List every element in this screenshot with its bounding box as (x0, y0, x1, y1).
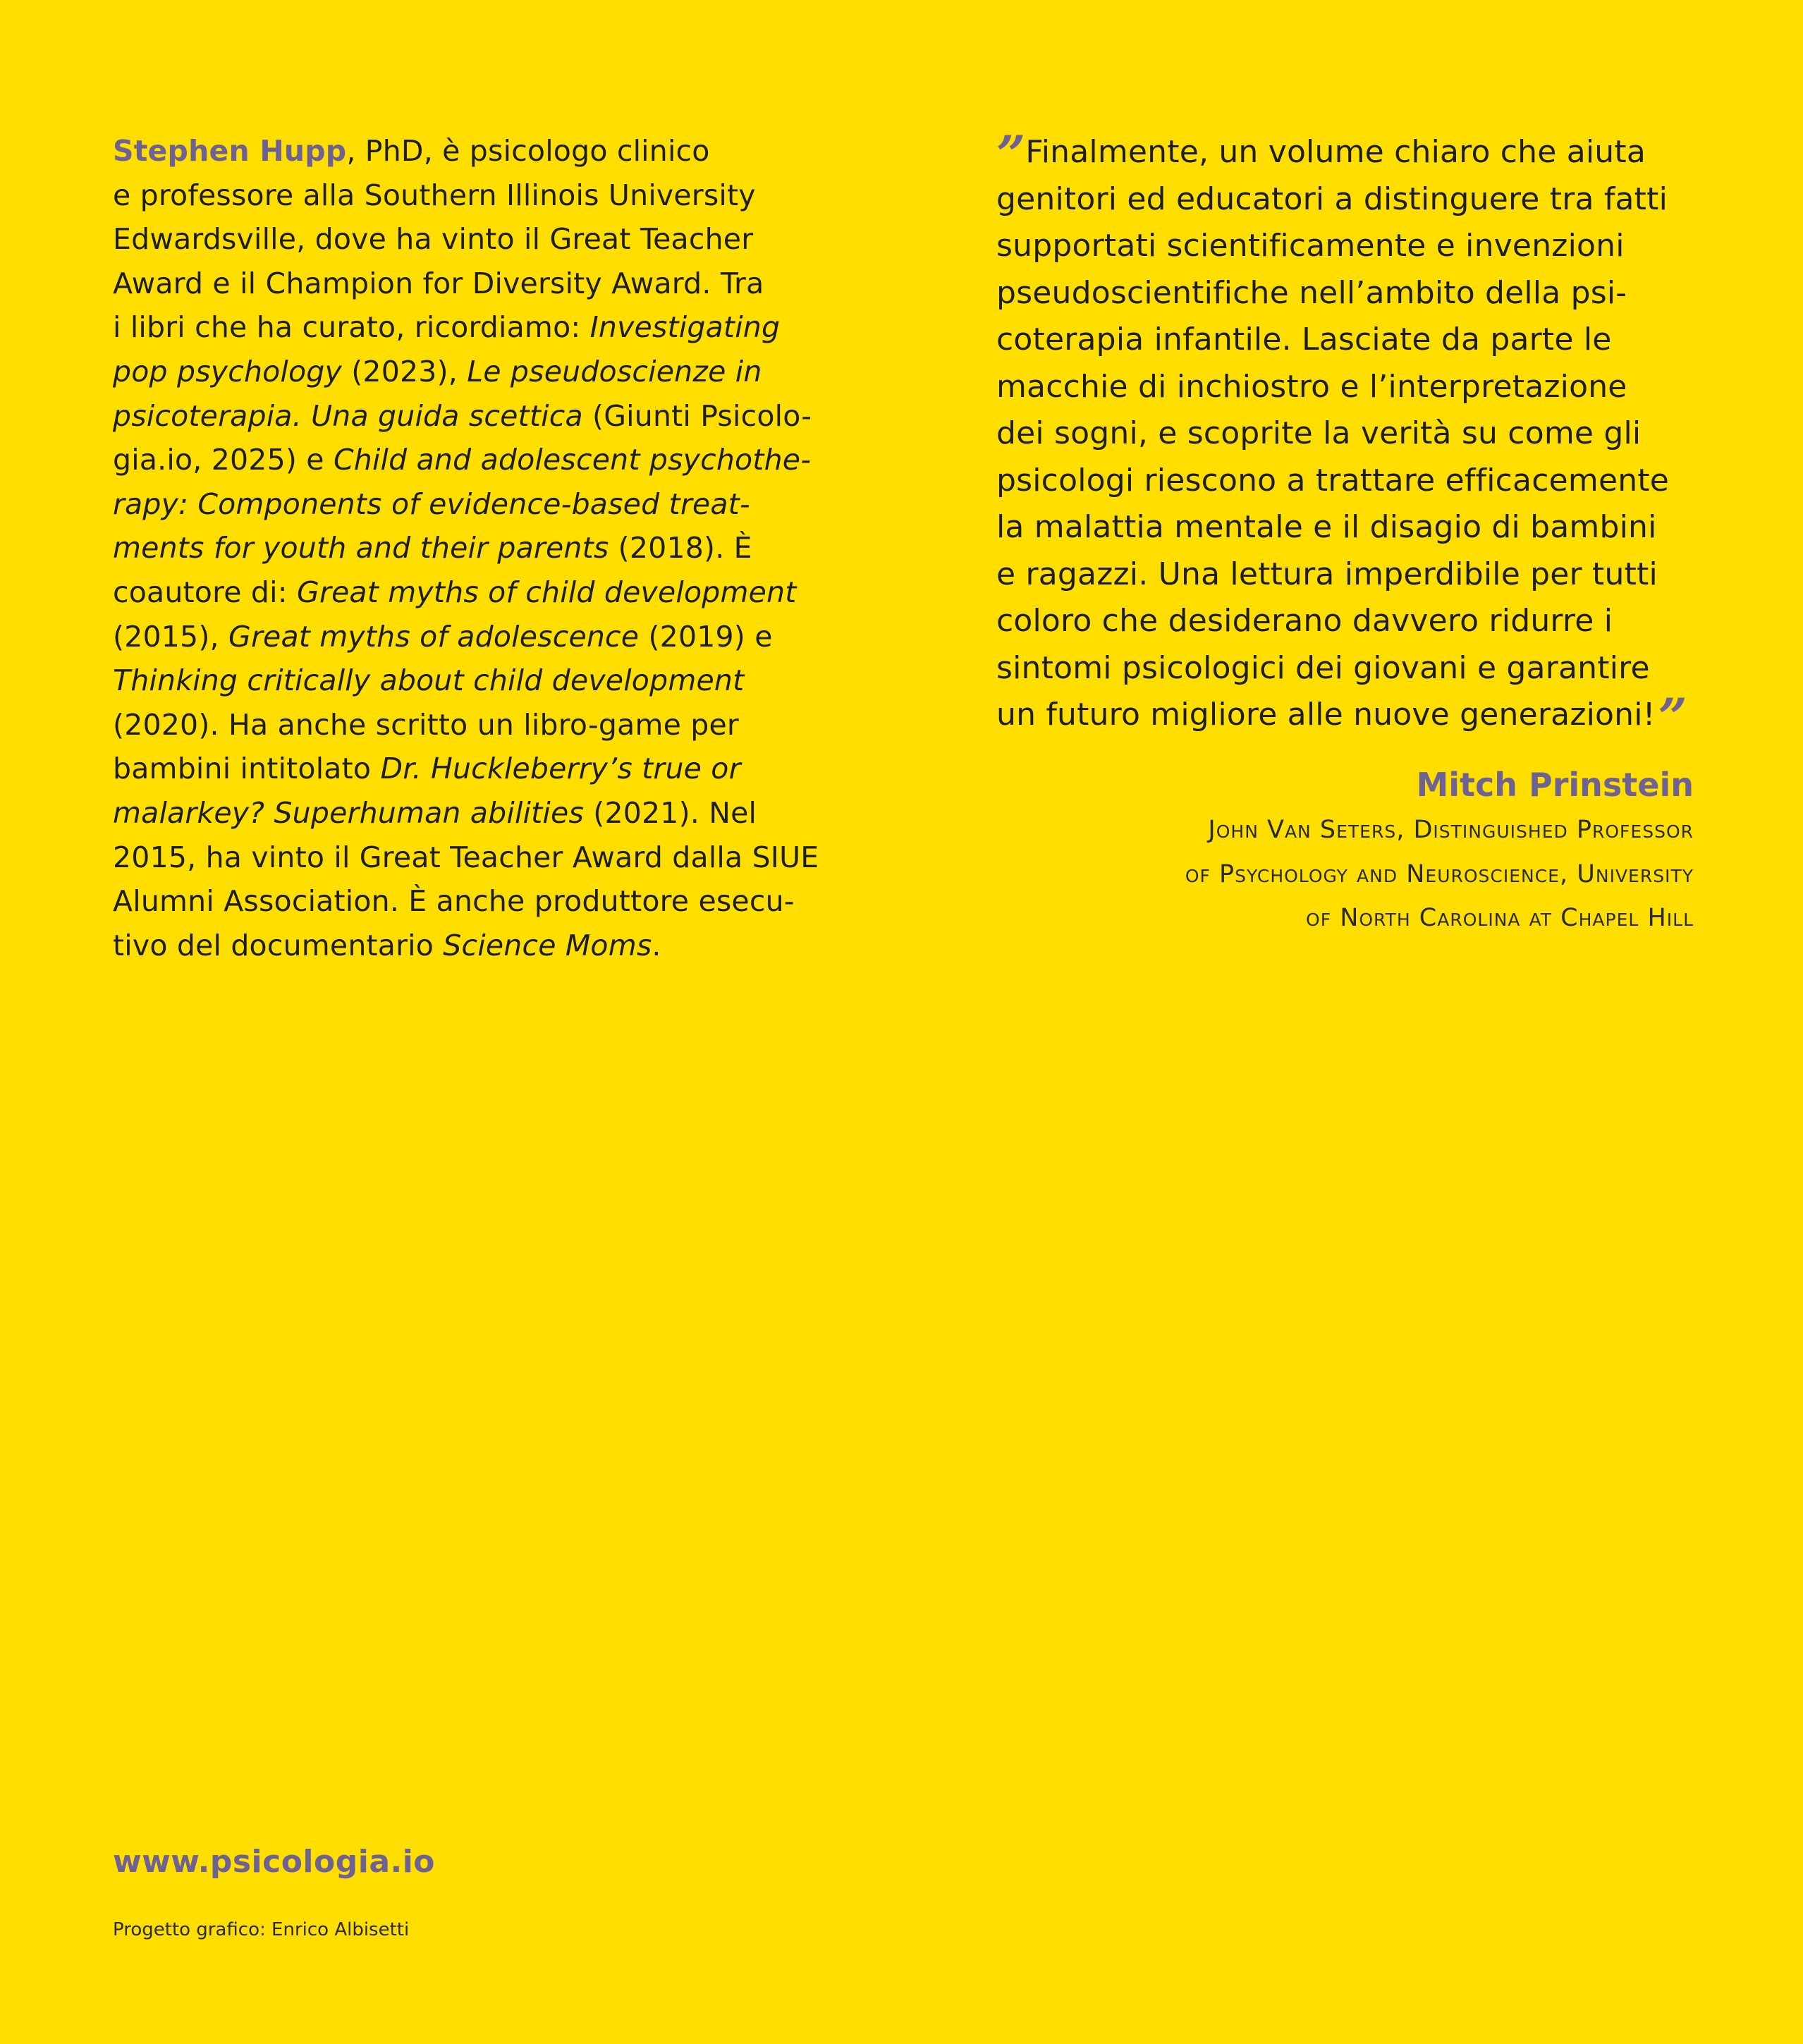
quote-line: coterapia infantile. Lasciate da parte le (996, 322, 1612, 357)
book-title: malarkey? Superhuman abilities (113, 795, 585, 830)
author-name: Stephen Hupp (113, 134, 347, 168)
bio-line: bambini intitolato Dr. Huckleberry’s true or (113, 752, 741, 786)
quote-line: sintomi psicologici dei giovani e garantire (996, 649, 1650, 686)
close-quote-icon: ” (1658, 687, 1683, 747)
documentary-title: Science Moms (443, 928, 652, 962)
quote-attribution (1185, 761, 1694, 941)
book-title: pop psychology (113, 354, 342, 388)
bio-line: Stephen Hupp, PhD, è psicologo clinico (113, 134, 710, 168)
bio-line: 2015, ha vinto il Great Teacher Award dalla SIUE (113, 840, 819, 874)
quote-line: la malattia mentale e il disagio di bambini (996, 509, 1657, 545)
bio-line: Award e il Champion for Diversity Award. Tra (113, 266, 764, 300)
bio-line: ments for youth and their parents (2018). È (113, 531, 752, 565)
attribution-title-line: John Van Seters, Distinguished Professor (1208, 816, 1694, 844)
quote-line: e ragazzi. Una lettura imperdibile per tutti (996, 556, 1658, 592)
quote-line: genitori ed educatori a distinguere tra fatti (996, 180, 1668, 217)
book-title: Le pseudoscienze in (467, 354, 762, 388)
bio-line: tivo del documentario Science Moms. (113, 928, 661, 962)
testimonial-quote (996, 124, 1730, 747)
bio-line: Edwardsville, dove ha vinto il Great Teacher (113, 222, 754, 257)
bio-line: malarkey? Superhuman abilities (2021). Nel (113, 795, 757, 830)
bio-line (113, 482, 853, 527)
attribution-title (1185, 808, 1694, 941)
book-title: Dr. Huckleberry’s true or (380, 752, 741, 786)
book-title: Thinking critically about child development (113, 663, 745, 698)
open-quote-icon: ” (996, 124, 1022, 184)
quote-line: ” Finalmente, un volume chiaro che aiuta (996, 124, 1646, 184)
bio-line: (2020). Ha anche scritto un libro-game per (113, 707, 739, 742)
quote-line: coloro che desiderano davvero ridurre i (996, 603, 1613, 639)
quote-line: macchie di inchiostro e l’interpretazione (996, 368, 1627, 405)
book-title: Investigating (589, 310, 781, 345)
bio-line: coautore di: Great myths of child development (113, 575, 797, 609)
bio-line: (2015), Great myths of adolescence (2019) e (113, 619, 773, 654)
quote-line: un futuro migliore alle nuove generazioni!” (996, 687, 1683, 747)
book-title: ments for youth and their parents (113, 531, 609, 565)
quote-line: supportati scientificamente e invenzioni (996, 228, 1625, 264)
quote-line: psicologi riescono a trattare efficacemente (996, 462, 1670, 498)
quote-line: pseudoscientifiche nell’ambito della psi- (996, 274, 1627, 311)
quote-line: dei sogni, e scoprite la verità su come gli (996, 415, 1642, 451)
author-bio (113, 129, 853, 967)
book-title: Child and adolescent psychothe- (333, 443, 812, 477)
attribution-name: Mitch Prinstein (1416, 766, 1694, 804)
bio-line: gia.io, 2025) e Child and adolescent psychothe- (113, 443, 812, 477)
book-title: Great myths of adolescence (228, 619, 640, 654)
attribution-title-line: of North Carolina at Chapel Hill (1306, 904, 1694, 932)
website-link[interactable]: www.psicologia.io (113, 1844, 436, 1880)
book-title: psicoterapia. Una guida scettica (113, 398, 583, 433)
bio-line (113, 659, 853, 703)
bio-line: pop psychology (2023), Le pseudoscienze in (113, 354, 762, 388)
bio-line: e professore alla Southern Illinois University (113, 178, 756, 212)
design-credits: Progetto grafico: Enrico Albisetti (113, 1919, 410, 1940)
bio-line: psicoterapia. Una guida scettica (Giunti Psicolo- (113, 398, 812, 433)
bio-line: Alumni Association. È anche produttore esecu- (113, 884, 795, 919)
attribution-title-line: of Psychology and Neuroscience, University (1185, 859, 1694, 888)
book-title: Great myths of child development (296, 575, 797, 609)
book-title: rapy: Components of evidence-based treat- (113, 486, 750, 521)
bio-line: i libri che ha curato, ricordiamo: Investigating (113, 310, 781, 345)
